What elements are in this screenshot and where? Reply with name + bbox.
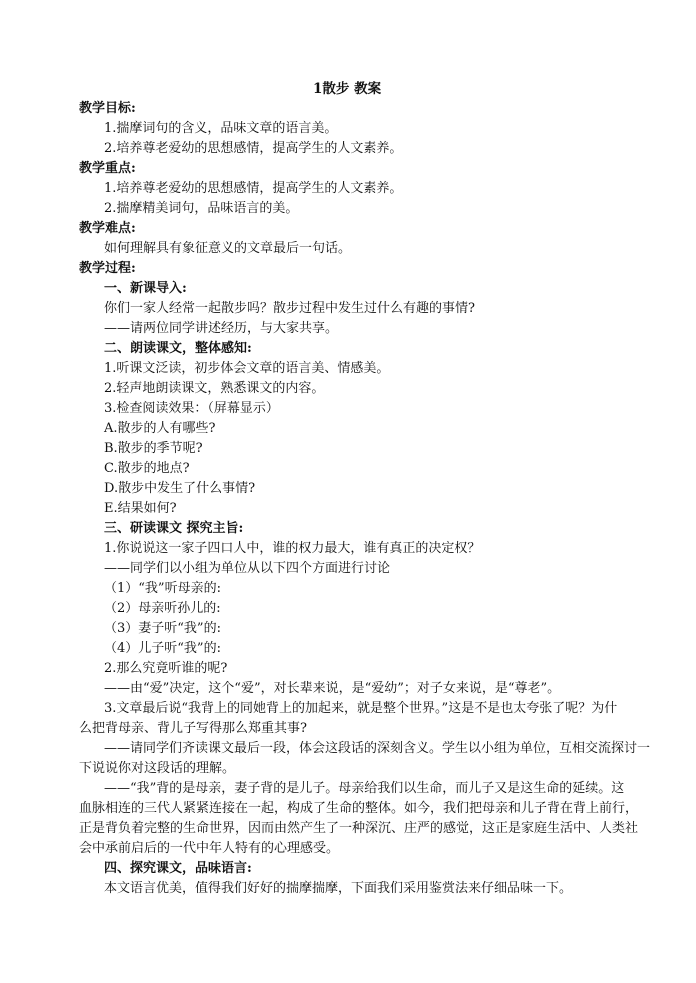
subsection-heading: 一、新课导入: xyxy=(104,281,187,296)
text-line: ——请同学们齐读课文最后一段，体会这段话的深刻含义。学生以小组为单位，互相交流探讨一 xyxy=(104,741,651,756)
text-line: 2.揣摩精美词句，品味语言的美。 xyxy=(104,201,299,216)
text-line: C.散步的地点? xyxy=(104,461,190,476)
text-line: 本文语言优美，值得我们好好的揣摩揣摩，下面我们采用鉴赏法来仔细品味一下。 xyxy=(104,881,573,896)
text-line: 下说说你对这段话的理解。 xyxy=(79,761,236,776)
text-line: E.结果如何? xyxy=(104,501,177,516)
text-line: 会中承前启后的一代中年人特有的心理感受。 xyxy=(79,841,340,856)
text-line: ——请两位同学讲述经历，与大家共享。 xyxy=(104,321,339,336)
text-line: 1.你说说这一家子四口人中，谁的权力最大，谁有真正的决定权？ xyxy=(104,541,481,556)
text-line: 2.那么究竟听谁的呢? xyxy=(104,661,228,676)
subsection-heading: 二、朗读课文，整体感知: xyxy=(104,341,252,356)
text-line: 1.揣摩词句的含义，品味文章的语言美。 xyxy=(104,121,338,136)
section-heading: 教学重点: xyxy=(79,161,136,176)
text-line: 你们一家人经常一起散步吗？散步过程中发生过什么有趣的事情? xyxy=(104,301,475,316)
text-line: ——“我”背的是母亲，妻子背的是儿子。母亲给我们以生命，而儿子又是这生命的延续。这 xyxy=(104,781,625,796)
subsection-heading: 四、探究课文，品味语言: xyxy=(104,861,252,876)
section-heading: 教学目标: xyxy=(79,101,136,116)
text-line: B.散步的季节呢? xyxy=(104,441,203,456)
text-line: 血脉相连的三代人紧紧连接在一起，构成了生命的整体。如今，我们把母亲和儿子背在背上前行， xyxy=(79,801,639,816)
section-heading: 教学难点: xyxy=(79,221,136,236)
text-line: （4）儿子听“我”的: xyxy=(104,641,221,656)
text-line: （2）母亲听孙儿的: xyxy=(104,601,221,616)
text-line: 么把背母亲、背儿子写得那么郑重其事? xyxy=(79,721,307,736)
document-title: 1散步 教案 xyxy=(313,81,382,97)
text-line: （3）妻子听“我”的: xyxy=(104,621,221,636)
section-heading: 教学过程: xyxy=(79,261,136,276)
text-line: D.散步中发生了什么事情? xyxy=(104,481,256,496)
text-line: 1.培养尊老爱幼的思想感情，提高学生的人文素养。 xyxy=(104,181,403,196)
text-line: 正是背负着完整的生命世界，因而由然产生了一种深沉、庄严的感觉，这正是家庭生活中、人类社 xyxy=(79,821,639,836)
text-line: 2.轻声地朗读课文，熟悉课文的内容。 xyxy=(104,381,325,396)
text-line: 2.培养尊老爱幼的思想感情，提高学生的人文素养。 xyxy=(104,141,403,156)
text-line: 3.文章最后说“我背上的同她背上的加起来，就是整个世界。”这是不是也太夸张了呢？为什 xyxy=(104,701,618,716)
text-line: （1）“我”听母亲的: xyxy=(104,581,221,596)
text-line: A.散步的人有哪些? xyxy=(104,421,216,436)
text-line: ——由“爱”决定，这个“爱”，对长辈来说，是“爱幼”；对子女来说，是“尊老”。 xyxy=(104,681,561,696)
text-line: ——同学们以小组为单位从以下四个方面进行讨论 xyxy=(104,561,391,576)
text-line: 3.检查阅读效果：（屏幕显示） xyxy=(104,401,279,416)
text-line: 如何理解具有象征意义的文章最后一句话。 xyxy=(104,241,352,256)
subsection-heading: 三、研读课文 探究主旨: xyxy=(104,521,244,536)
text-line: 1.听课文泛读，初步体会文章的语言美、情感美。 xyxy=(104,361,390,376)
